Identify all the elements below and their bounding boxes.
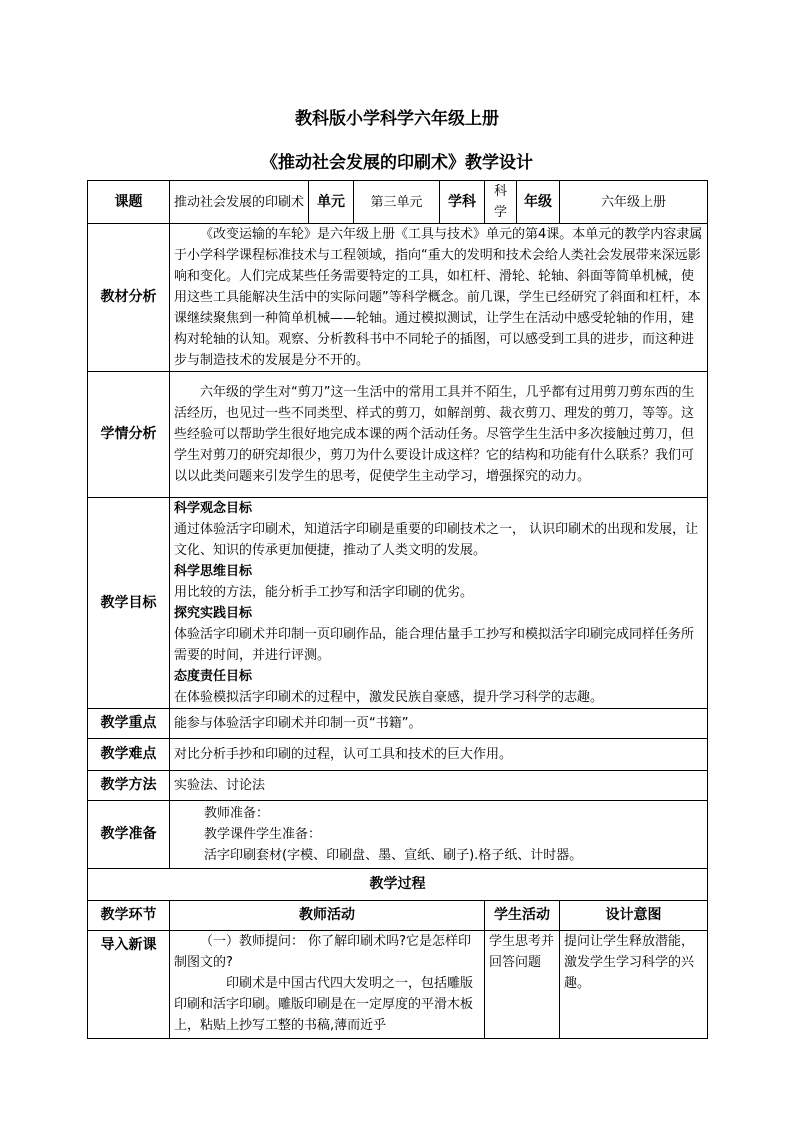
goal-text-practice: 体验活字印刷术并印制一页印刷作品，能合理估量手工抄写和模拟活字印刷完成同样任务所需要的时间，并进行评测。 [174,627,695,663]
col-teacher-header: 教师活动 [170,901,485,931]
difficulty-row [88,739,708,771]
key-point-text: 能参与体验活字印刷术并印制一页“书籍”。 [170,709,708,739]
goal-text-concept: 通过体验活字印刷术，知道活字印刷是重要的印刷技术之一， 认识印刷术的出现和发展，让文化、知识的传承更加便捷，推动了人类文明的发展。 [174,522,699,558]
teaching-goals-row [88,498,708,709]
goal-heading-practice: 探究实践目标 [174,606,253,621]
goal-heading-concept: 科学观念目标 [174,501,253,516]
process-column-headers [88,901,708,931]
goal-heading-attitude: 态度责任目标 [174,669,253,684]
subject-value: 科学 [485,181,517,224]
learner-analysis-text: 六年级的学生对“剪刀”这一生活中的常用工具并不陌生，几乎都有过用剪刀剪东西的生活经历，也见过一些不同类型、样式的剪刀，如解剖剪、裁衣剪刀、理发的剪刀，等等。这些经验可以帮助学生很好地完成本课的两个活动任务。尽管学生生活中多次接触过剪刀，但学生对剪刀的研究却很少，剪刀为什么要设计成这样？它的结构和功能有什么联系？我们可以以此类问题来引发学生的思考，促使学生主动学习，增强探究的动力。 [170,372,708,498]
key-point-row [88,709,708,739]
teaching-goals-label: 教学目标 [88,498,170,709]
material-analysis-label: 教材分析 [88,224,170,372]
col-stage-header: 教学环节 [88,901,170,931]
intro-design-intent: 提问让学生释放潜能，激发学生学习科学的兴趣。 [560,931,708,1039]
goal-heading-thinking: 科学思维目标 [174,564,253,579]
header-row [88,181,708,224]
material-analysis-row [88,224,708,372]
prep-teacher-line: 教师准备： [204,806,270,821]
document-subtitle: 《推动社会发展的印刷术》教学设计 [261,153,533,173]
learner-analysis-label: 学情分析 [88,372,170,498]
prep-courseware-line: 教学课件学生准备： [204,827,322,842]
lesson-plan-table [87,180,708,1039]
teaching-goals-content [170,498,708,709]
unit-label: 单元 [309,181,354,224]
intro-teacher-question: （一）教师提问： 你了解印刷术吗?它是怎样印制图文的? [174,934,472,970]
intro-student-activity: 学生思考并回答问题 [485,931,560,1039]
topic-label: 课题 [88,181,170,224]
key-point-label: 教学重点 [88,709,170,739]
preparation-row [88,801,708,869]
method-row [88,771,708,801]
preparation-content [170,801,708,869]
topic-value: 推动社会发展的印刷术 [170,181,309,224]
col-intent-header: 设计意图 [560,901,708,931]
process-heading-row [88,869,708,901]
grade-label: 年级 [517,181,560,224]
intro-teacher-explanation: 印刷术是中国古代四大发明之一，包括雕版印刷和活字印刷。雕版印刷是在一定厚度的平滑木板上，粘贴上抄写工整的书稿,薄而近乎 [174,976,474,1033]
material-analysis-text: 《改变运输的车轮》是六年级上册《工具与技术》单元的第4课。本单元的教学内容隶属于小学科学课程标准技术与工程领域，指向“重大的发明和技术会给人类社会发展带来深远影响和变化。人们完成某些任务需要特定的工具，如杠杆、滑轮、轮轴、斜面等简单机械，使用这些工具能解决生活中的实际问题”等科学概念。前几课，学生已经研究了斜面和杠杆，本课继续聚焦到一种简单机械——轮轴。通过模拟测试，让学生在活动中感受轮轴的作用，建构对轮轴的认知。观察、分析教科书中不同轮子的插图，可以感受到工具的进步，而这种进步与制造技术的发展是分不开的。 [170,224,708,372]
goal-text-attitude: 在体验模拟活字印刷术的过程中，激发民族自豪感，提升学习科学的志趣。 [174,690,604,705]
col-student-header: 学生活动 [485,901,560,931]
prep-materials-line: 活字印刷套材(字模、印刷盘、墨、宣纸、刷子).格子纸、计时器。 [204,848,583,863]
process-heading: 教学过程 [88,869,708,901]
subject-label: 学科 [440,181,485,224]
method-text: 实验法、讨论法 [170,771,708,801]
document-title: 教科版小学科学六年级上册 [295,109,499,129]
grade-value: 六年级上册 [560,181,708,224]
goal-text-thinking: 用比较的方法，能分析手工抄写和活字印刷的优劣。 [174,585,474,600]
process-row-intro [88,931,708,1039]
preparation-label: 教学准备 [88,801,170,869]
intro-stage-label: 导入新课 [88,931,170,1039]
difficulty-text: 对比分析手抄和印刷的过程，认可工具和技术的巨大作用。 [170,739,708,771]
intro-teacher-activity [170,931,485,1039]
difficulty-label: 教学难点 [88,739,170,771]
unit-value: 第三单元 [354,181,440,224]
learner-analysis-row [88,372,708,498]
method-label: 教学方法 [88,771,170,801]
